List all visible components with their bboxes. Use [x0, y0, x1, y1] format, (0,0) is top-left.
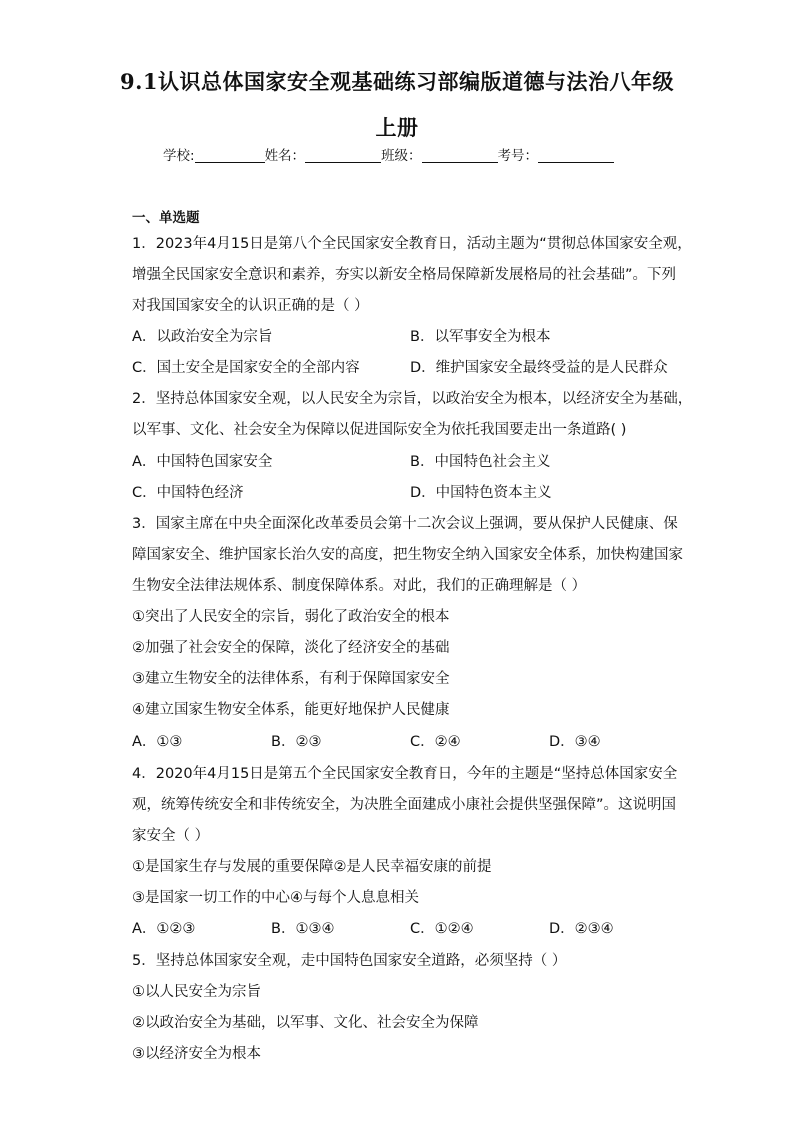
student-info-row	[163, 144, 614, 164]
question-4-line-3: 家安全（ ）	[132, 828, 210, 844]
question-4-statement-1: ①是国家生存与发展的重要保障②是人民幸福安康的前提	[132, 859, 492, 875]
section-heading: 一、单选题	[132, 210, 200, 226]
question-4-option-a[interactable]: A．①②③	[132, 921, 196, 937]
class-blank[interactable]	[422, 148, 498, 163]
question-3-line-2: 障国家安全、维护国家长治久安的高度，把生物安全纳入国家安全体系，加快构建国家	[132, 547, 683, 563]
question-3-statement-4: ④建立国家生物安全体系，能更好地保护人民健康	[132, 702, 450, 718]
question-2-option-b[interactable]: B．中国特色社会主义	[410, 454, 551, 470]
question-5-line-1: 5．坚持总体国家安全观，走中国特色国家安全道路，必须坚持（ ）	[132, 953, 567, 969]
school-label: 学校:	[163, 148, 195, 164]
question-3-statement-2: ②加强了社会安全的保障，淡化了经济安全的基础	[132, 640, 450, 656]
question-3-option-c[interactable]: C．②④	[410, 734, 461, 750]
question-1-option-a[interactable]: A．以政治安全为宗旨	[132, 329, 273, 345]
question-5-statement-3: ③以经济安全为根本	[132, 1046, 261, 1062]
question-1-line-1: 1．2023年4月15日是第八个全民国家安全教育日，活动主题为“贯彻总体国家安全观，	[132, 236, 692, 252]
question-4-line-2: 观，统筹传统安全和非传统安全，为决胜全面建成小康社会提供坚强保障”。这说明国	[132, 797, 677, 813]
question-1-option-b[interactable]: B．以军事安全为根本	[410, 329, 551, 345]
class-label: 班级：	[381, 148, 422, 164]
question-3-line-3: 生物安全法律法规体系、制度保障体系。对此，我们的正确理解是（ ）	[132, 578, 587, 594]
document-title-line1: 9.1认识总体国家安全观基础练习部编版道德与法治八年级	[119, 69, 675, 94]
question-4-option-c[interactable]: C．①②④	[410, 921, 474, 937]
question-3-statement-1: ①突出了人民安全的宗旨，弱化了政治安全的根本	[132, 609, 450, 625]
question-3-statement-3: ③建立生物安全的法律体系，有利于保障国家安全	[132, 671, 450, 687]
question-5-statement-1: ①以人民安全为宗旨	[132, 984, 261, 1000]
question-1-line-2: 增强全民国家安全意识和素养，夯实以新安全格局保障新发展格局的社会基础”。下列	[132, 267, 677, 283]
school-blank[interactable]	[195, 148, 265, 163]
name-blank[interactable]	[305, 148, 381, 163]
question-1-option-d[interactable]: D．维护国家安全最终受益的是人民群众	[410, 360, 668, 376]
question-4-option-d[interactable]: D．②③④	[549, 921, 614, 937]
question-1-line-3: 对我国国家安全的认识正确的是（ ）	[132, 298, 369, 314]
question-4-option-b[interactable]: B．①③④	[271, 921, 335, 937]
document-title-line2: 上册	[375, 115, 419, 140]
name-label: 姓名：	[264, 148, 306, 164]
question-5-statement-2: ②以政治安全为基础，以军事、文化、社会安全为保障	[132, 1015, 479, 1031]
question-2-option-c[interactable]: C．中国特色经济	[132, 485, 244, 501]
question-2-option-d[interactable]: D．中国特色资本主义	[410, 485, 552, 501]
question-1-option-c[interactable]: C．国土安全是国家安全的全部内容	[132, 360, 360, 376]
question-3-option-b[interactable]: B．②③	[271, 734, 322, 750]
question-4-statement-2: ③是国家一切工作的中心④与每个人息息相关	[132, 890, 419, 906]
question-2-line-2: 以军事、文化、社会安全为保障以促进国际安全为依托我国要走出一条道路( )	[132, 422, 627, 438]
question-2-option-a[interactable]: A．中国特色国家安全	[132, 454, 273, 470]
exam-no-label: 考号：	[497, 148, 539, 164]
question-2-line-1: 2．坚持总体国家安全观，以人民安全为宗旨，以政治安全为根本，以经济安全为基础，	[132, 391, 693, 407]
question-3-line-1: 3．国家主席在中央全面深化改革委员会第十二次会议上强调，要从保护人民健康、保	[132, 516, 678, 532]
question-4-line-1: 4．2020年4月15日是第五个全民国家安全教育日，今年的主题是“坚持总体国家安全	[132, 766, 678, 782]
exam-no-blank[interactable]	[538, 148, 614, 163]
question-3-option-d[interactable]: D．③④	[549, 734, 601, 750]
question-3-option-a[interactable]: A．①③	[132, 734, 183, 750]
